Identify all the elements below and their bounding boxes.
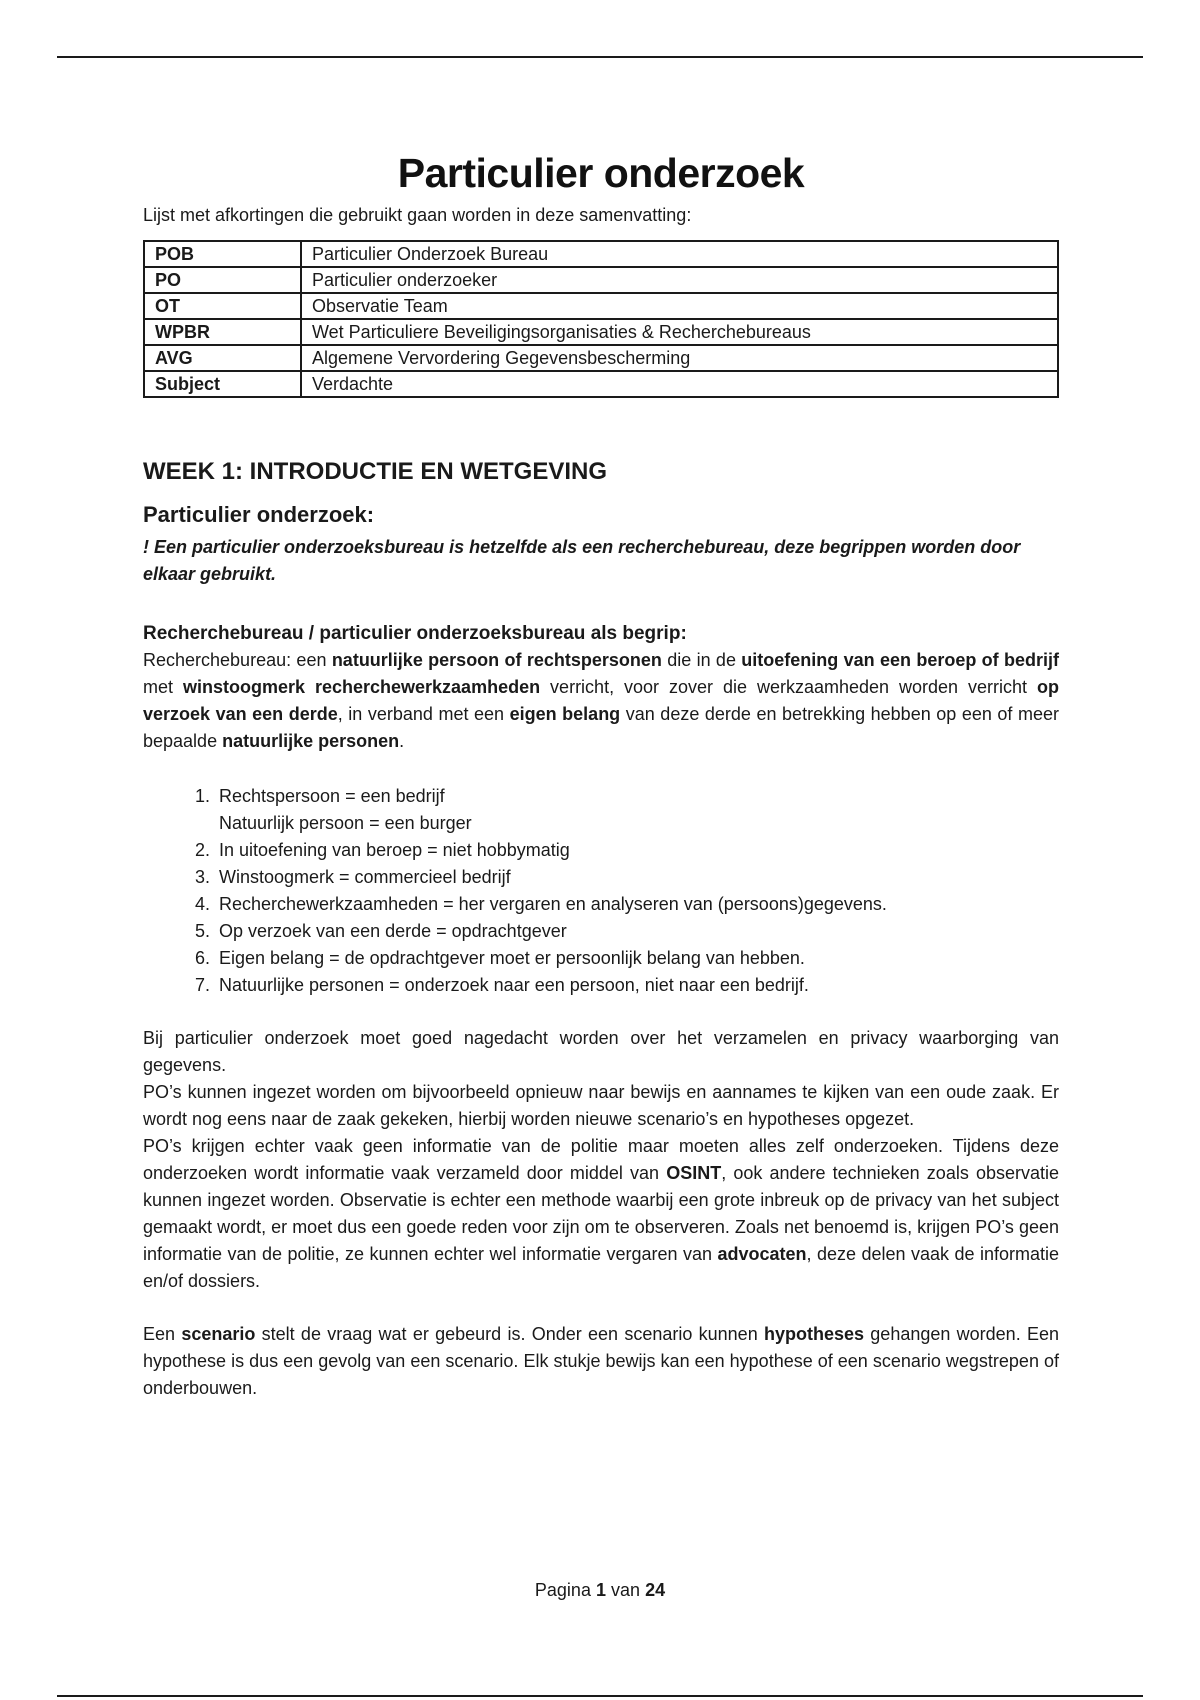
definition-bold: winstoogmerk recherchewerkzaamheden	[182, 677, 541, 697]
definition-bold: natuurlijke personen	[222, 731, 400, 751]
definition-bold: eigen belang	[509, 704, 621, 724]
week-heading: WEEK 1: INTRODUCTIE EN WETGEVING	[143, 458, 608, 485]
table-row	[144, 371, 1058, 397]
header-rule	[57, 56, 1143, 58]
list-item: 7. Natuurlijke personen = onderzoek naar een persoon, niet naar een bedrijf.	[215, 972, 1059, 999]
paragraph-text: , deze delen vaak de informatie en/of dossiers.	[143, 1244, 1060, 1291]
definition-text: Recherchebureau: een	[143, 650, 332, 670]
paragraph: PO’s kunnen ingezet worden om bijvoorbeeld opnieuw naar bewijs en aannames te kijken van een oude zaak. Er wordt nog eens naar de zaak gekeken, hierbij worden nieuwe scenario’s en hypotheses opgezet.	[143, 1082, 1059, 1129]
page-footer	[0, 1578, 1200, 1602]
definition-text: van deze derde en betrekking hebben op een of meer bepaalde	[143, 704, 1059, 751]
paragraph-text: , ook andere technieken zoals observatie kunnen ingezet worden. Observatie is echter een methode waarbij een grote inbreuk op de privacy van het subject gemaakt wordt, er moet dus een goede reden voor zijn om te observeren. Zoals net benoemd is, krijgen PO’s geen informatie van de politie, ze kunnen echter wel informatie vergaren van	[143, 1163, 1059, 1264]
abbr-value: Observatie Team	[301, 293, 1058, 319]
definition-text: verricht, voor zover die werkzaamheden worden verricht	[540, 677, 1037, 697]
definition-paragraph	[143, 647, 1059, 755]
abbr-key: Subject	[144, 371, 301, 397]
list-item: 2. In uitoefening van beroep = niet hobbymatig	[215, 837, 1059, 864]
list-item: 6. Eigen belang = de opdrachtgever moet er persoonlijk belang van hebben.	[215, 945, 1059, 972]
paragraph-text: gehangen worden. Een hypothese is dus een gevolg van een scenario. Elk stukje bewijs kan een hypothese of een scenario wegstrepen of onderbouwen.	[143, 1324, 1060, 1398]
definition-text: met	[143, 677, 183, 697]
note-text: ! Een particulier onderzoeksbureau is hetzelfde als een recherchebureau, deze begrippen worden door elkaar gebruikt.	[143, 537, 1021, 584]
definition-bold: uitoefening van een beroep of bedrijf	[741, 650, 1060, 670]
table-row	[144, 241, 1058, 267]
paragraph-text: stelt de vraag wat er gebeurd is. Onder een scenario kunnen	[255, 1324, 764, 1344]
abbr-key: PO	[144, 267, 301, 293]
table-row	[144, 319, 1058, 345]
definition-bold: op verzoek van een derde	[143, 677, 1059, 724]
table-row	[144, 293, 1058, 319]
page-content	[143, 148, 1059, 1402]
definition-heading: Recherchebureau / particulier onderzoeksbureau als begrip:	[143, 623, 687, 644]
footer-rule	[57, 1695, 1143, 1697]
footer-page-total: 24	[645, 1580, 666, 1600]
table-row	[144, 345, 1058, 371]
abbr-value: Wet Particuliere Beveiligingsorganisaties & Recherchebureaus	[301, 319, 1058, 345]
abbr-key: WPBR	[144, 319, 301, 345]
scenario-paragraph-block	[143, 1321, 1059, 1402]
abbreviations-intro: Lijst met afkortingen die gebruikt gaan worden in deze samenvatting:	[143, 205, 692, 225]
definition-text: die in de	[661, 650, 742, 670]
abbr-value: Particulier Onderzoek Bureau	[301, 241, 1058, 267]
definition-text: .	[399, 731, 405, 751]
abbreviations-table	[143, 240, 1059, 398]
abbr-key: AVG	[144, 345, 301, 371]
paragraph: Bij particulier onderzoek moet goed nagedacht worden over het verzamelen en privacy waarborging van gegevens.	[143, 1028, 1059, 1075]
definition-text: , in verband met een	[337, 704, 510, 724]
table-row	[144, 267, 1058, 293]
paragraph-text: Een	[143, 1324, 182, 1344]
list-item: 4. Recherchewerkzaamheden = her vergaren en analyseren van (persoons)gegevens.	[215, 891, 1059, 918]
footer-of: van	[611, 1580, 641, 1600]
abbr-key: OT	[144, 293, 301, 319]
paragraph-bold: hypotheses	[763, 1324, 865, 1344]
paragraph-bold: OSINT	[666, 1163, 722, 1183]
paragraph	[143, 1133, 1059, 1295]
footer-label: Pagina	[534, 1580, 591, 1600]
document-title: Particulier onderzoek	[397, 150, 805, 196]
definition-bold: natuurlijke persoon of rechtspersonen	[331, 650, 662, 670]
list-item-text: Rechtspersoon = een bedrijf	[219, 786, 445, 806]
section-heading: Particulier onderzoek:	[143, 502, 375, 527]
abbr-value: Algemene Vervordering Gegevensbescherming	[301, 345, 1058, 371]
paragraph-bold: scenario	[181, 1324, 256, 1344]
list-item	[215, 783, 1059, 837]
footer-page-number: 1	[595, 1580, 606, 1600]
abbr-value: Verdachte	[301, 371, 1058, 397]
abbr-key: POB	[144, 241, 301, 267]
list-item: 5. Op verzoek van een derde = opdrachtgever	[215, 918, 1059, 945]
paragraph-text: PO’s krijgen echter vaak geen informatie van de politie maar moeten alles zelf onderzoeken. Tijdens deze onderzoeken wordt informatie vaak verzameld door middel van	[143, 1136, 1059, 1183]
paragraph-bold: advocaten	[717, 1244, 807, 1264]
paragraph	[143, 1321, 1059, 1402]
list-item: 3. Winstoogmerk = commercieel bedrijf	[215, 864, 1059, 891]
abbr-value: Particulier onderzoeker	[301, 267, 1058, 293]
definitions-list	[143, 783, 1059, 999]
list-item-text: Natuurlijk persoon = een burger	[219, 813, 472, 833]
body-paragraphs	[143, 1025, 1059, 1295]
